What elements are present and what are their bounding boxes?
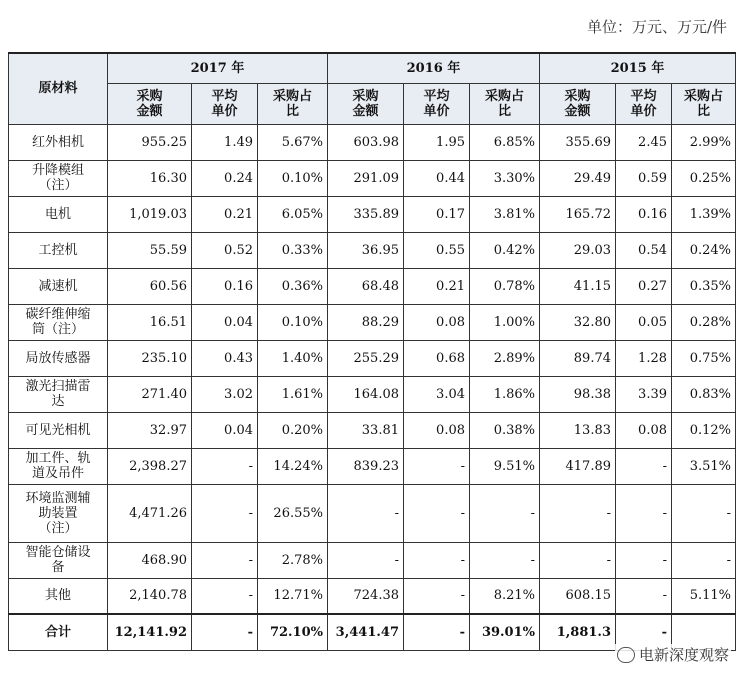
table-row xyxy=(9,124,736,160)
cell-value: 14.24% xyxy=(258,448,328,484)
cell-value: 1,881.3 xyxy=(540,614,616,650)
cell-value: 0.20% xyxy=(258,412,328,448)
cell-value: 2.78% xyxy=(258,542,328,578)
cell-value: 608.15 xyxy=(540,578,616,614)
material-name: 激光扫描雷 达 xyxy=(9,376,108,412)
cell-value: 0.04 xyxy=(192,412,258,448)
cell-value: 0.10% xyxy=(258,160,328,196)
sub-header-row xyxy=(9,83,736,124)
cell-value: 355.69 xyxy=(540,124,616,160)
cell-value: 4,471.26 xyxy=(108,484,192,542)
sub-header: 采购占 比 xyxy=(470,83,540,124)
cell-value: 0.21 xyxy=(192,196,258,232)
cell-value: 0.52 xyxy=(192,232,258,268)
cell-value: 0.24 xyxy=(192,160,258,196)
cell-value: 0.24% xyxy=(672,232,736,268)
sub-header: 采购占 比 xyxy=(672,83,736,124)
cell-value: 98.38 xyxy=(540,376,616,412)
cell-value: - xyxy=(540,542,616,578)
sub-header: 采购 金额 xyxy=(328,83,404,124)
cell-value: 0.16 xyxy=(192,268,258,304)
material-name: 红外相机 xyxy=(9,124,108,160)
cell-value: 3.39 xyxy=(616,376,672,412)
cell-value: - xyxy=(616,578,672,614)
table-row xyxy=(9,232,736,268)
cell-value: 2,398.27 xyxy=(108,448,192,484)
sub-header: 平均 单价 xyxy=(616,83,672,124)
cell-value: 468.90 xyxy=(108,542,192,578)
cell-value: 0.36% xyxy=(258,268,328,304)
cell-value: 5.67% xyxy=(258,124,328,160)
cell-value: 9.51% xyxy=(470,448,540,484)
cell-value: 32.97 xyxy=(108,412,192,448)
cell-value: 0.12% xyxy=(672,412,736,448)
cell-value: 32.80 xyxy=(540,304,616,340)
year-header-row xyxy=(9,53,736,83)
cell-value: 16.51 xyxy=(108,304,192,340)
material-name: 碳纤维伸缩 筒（注） xyxy=(9,304,108,340)
cell-value: 0.38% xyxy=(470,412,540,448)
cell-value: - xyxy=(616,614,672,650)
cell-value: 0.25% xyxy=(672,160,736,196)
cell-value: 2.99% xyxy=(672,124,736,160)
table-row xyxy=(9,542,736,578)
material-name: 升降模组 （注） xyxy=(9,160,108,196)
cell-value: 6.85% xyxy=(470,124,540,160)
cell-value: 2.45 xyxy=(616,124,672,160)
cell-value: 0.08 xyxy=(404,412,470,448)
cell-value: 41.15 xyxy=(540,268,616,304)
material-name: 工控机 xyxy=(9,232,108,268)
cell-value: 0.44 xyxy=(404,160,470,196)
cell-value: 13.83 xyxy=(540,412,616,448)
cell-value: 16.30 xyxy=(108,160,192,196)
cell-value: 2.89% xyxy=(470,340,540,376)
cell-value: 0.78% xyxy=(470,268,540,304)
table-row xyxy=(9,448,736,484)
year-header: 2015 年 xyxy=(540,53,736,83)
cell-value: 1.86% xyxy=(470,376,540,412)
cell-value: - xyxy=(404,448,470,484)
material-name: 电机 xyxy=(9,196,108,232)
cell-value: - xyxy=(404,614,470,650)
cell-value: - xyxy=(328,484,404,542)
cell-value: 417.89 xyxy=(540,448,616,484)
material-name: 其他 xyxy=(9,578,108,614)
table-row xyxy=(9,340,736,376)
cell-value: - xyxy=(470,542,540,578)
cell-value: 1.49 xyxy=(192,124,258,160)
cell-value: 1.00% xyxy=(470,304,540,340)
cell-value: 3.30% xyxy=(470,160,540,196)
cell-value: 0.16 xyxy=(616,196,672,232)
cell-value: 1.28 xyxy=(616,340,672,376)
cell-value: 0.10% xyxy=(258,304,328,340)
cell-value: 0.59 xyxy=(616,160,672,196)
table-row xyxy=(9,196,736,232)
sub-header: 采购 金额 xyxy=(108,83,192,124)
cell-value: 12,141.92 xyxy=(108,614,192,650)
cell-value: 164.08 xyxy=(328,376,404,412)
cell-value: 0.27 xyxy=(616,268,672,304)
cell-value: - xyxy=(192,448,258,484)
cell-value: 0.42% xyxy=(470,232,540,268)
cell-value: 29.03 xyxy=(540,232,616,268)
cell-value: - xyxy=(470,484,540,542)
material-header: 原材料 xyxy=(9,53,108,124)
material-name: 智能仓储设 备 xyxy=(9,542,108,578)
watermark xyxy=(615,644,731,665)
cell-value: - xyxy=(192,542,258,578)
cell-value: - xyxy=(192,614,258,650)
cell-value: 55.59 xyxy=(108,232,192,268)
cell-value: 60.56 xyxy=(108,268,192,304)
material-name: 可见光相机 xyxy=(9,412,108,448)
cell-value: 29.49 xyxy=(540,160,616,196)
cell-value: 839.23 xyxy=(328,448,404,484)
cell-value: 1.39% xyxy=(672,196,736,232)
cell-value: 3.04 xyxy=(404,376,470,412)
table-row xyxy=(9,412,736,448)
cell-value: 1.95 xyxy=(404,124,470,160)
material-name: 环境监测辅 助装置 （注） xyxy=(9,484,108,542)
cell-value: - xyxy=(404,484,470,542)
cell-value: - xyxy=(616,484,672,542)
cell-value: 0.08 xyxy=(616,412,672,448)
table-row xyxy=(9,304,736,340)
chat-bubble-icon xyxy=(617,647,635,663)
sub-header: 平均 单价 xyxy=(404,83,470,124)
cell-value: 235.10 xyxy=(108,340,192,376)
sub-header: 采购 金额 xyxy=(540,83,616,124)
cell-value: 1.40% xyxy=(258,340,328,376)
table-row xyxy=(9,376,736,412)
cell-value: 89.74 xyxy=(540,340,616,376)
cell-value: 724.38 xyxy=(328,578,404,614)
sub-header: 平均 单价 xyxy=(192,83,258,124)
cell-value: 3,441.47 xyxy=(328,614,404,650)
year-header: 2017 年 xyxy=(108,53,328,83)
cell-value: 0.35% xyxy=(672,268,736,304)
cell-value: 165.72 xyxy=(540,196,616,232)
cell-value: 291.09 xyxy=(328,160,404,196)
cell-value: - xyxy=(672,542,736,578)
cell-value: 6.05% xyxy=(258,196,328,232)
table-row xyxy=(9,268,736,304)
cell-value: 2,140.78 xyxy=(108,578,192,614)
cell-value: 8.21% xyxy=(470,578,540,614)
cell-value: 955.25 xyxy=(108,124,192,160)
table-row xyxy=(9,484,736,542)
cell-value: 39.01% xyxy=(470,614,540,650)
table-row xyxy=(9,578,736,614)
material-name: 局放传感器 xyxy=(9,340,108,376)
cell-value: 1.61% xyxy=(258,376,328,412)
raw-material-table xyxy=(8,52,736,651)
cell-value: - xyxy=(328,542,404,578)
cell-value: 36.95 xyxy=(328,232,404,268)
cell-value: 68.48 xyxy=(328,268,404,304)
cell-value: 0.28% xyxy=(672,304,736,340)
cell-value: - xyxy=(616,448,672,484)
cell-value: - xyxy=(404,578,470,614)
cell-value: 12.71% xyxy=(258,578,328,614)
sub-header: 采购占 比 xyxy=(258,83,328,124)
cell-value: 0.43 xyxy=(192,340,258,376)
cell-value: - xyxy=(404,542,470,578)
cell-value: 1,019.03 xyxy=(108,196,192,232)
material-name: 减速机 xyxy=(9,268,108,304)
cell-value: - xyxy=(540,484,616,542)
cell-value: 271.40 xyxy=(108,376,192,412)
cell-value: 0.21 xyxy=(404,268,470,304)
material-name: 加工件、轨 道及吊件 xyxy=(9,448,108,484)
cell-value: 5.11% xyxy=(672,578,736,614)
cell-value: - xyxy=(672,484,736,542)
cell-value: 33.81 xyxy=(328,412,404,448)
cell-value: - xyxy=(192,578,258,614)
cell-value: 72.10% xyxy=(258,614,328,650)
cell-value: 0.33% xyxy=(258,232,328,268)
cell-value: 0.04 xyxy=(192,304,258,340)
cell-value: 88.29 xyxy=(328,304,404,340)
cell-value: 0.54 xyxy=(616,232,672,268)
cell-value: 0.17 xyxy=(404,196,470,232)
cell-value: 603.98 xyxy=(328,124,404,160)
cell-value: - xyxy=(616,542,672,578)
cell-value: 255.29 xyxy=(328,340,404,376)
cell-value: 3.51% xyxy=(672,448,736,484)
cell-value: 335.89 xyxy=(328,196,404,232)
cell-value: - xyxy=(192,484,258,542)
cell-value: 26.55% xyxy=(258,484,328,542)
cell-value: 0.75% xyxy=(672,340,736,376)
cell-value: 3.81% xyxy=(470,196,540,232)
cell-value: 0.68 xyxy=(404,340,470,376)
year-header: 2016 年 xyxy=(328,53,540,83)
cell-value: 0.05 xyxy=(616,304,672,340)
table-body xyxy=(9,124,736,650)
watermark-text: 电新深度观察 xyxy=(638,646,729,664)
unit-label: 单位：万元、万元/件 xyxy=(586,18,727,36)
cell-value: 0.55 xyxy=(404,232,470,268)
cell-value: 0.83% xyxy=(672,376,736,412)
material-name: 合计 xyxy=(9,614,108,650)
cell-value: 3.02 xyxy=(192,376,258,412)
cell-value: 0.08 xyxy=(404,304,470,340)
table-row xyxy=(9,160,736,196)
